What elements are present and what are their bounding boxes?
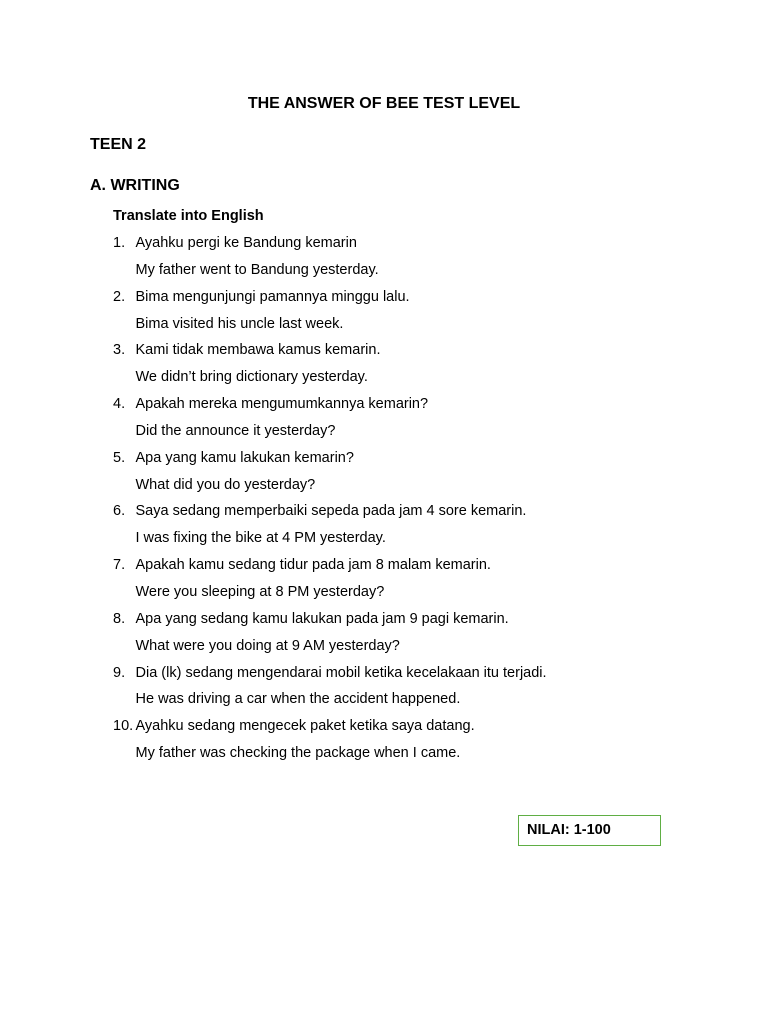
question-item bbox=[113, 288, 673, 342]
answer-text: Bima visited his uncle last week. bbox=[135, 315, 344, 332]
question-text: Apa yang sedang kamu lakukan pada jam 9 pagi kemarin. bbox=[135, 610, 509, 627]
question-item bbox=[113, 664, 673, 718]
question-number: 5. bbox=[113, 449, 126, 466]
question-text: Dia (lk) sedang mengendarai mobil ketika kecelakaan itu terjadi. bbox=[135, 664, 547, 681]
question-item bbox=[113, 395, 673, 449]
document-title: THE ANSWER OF BEE TEST LEVEL bbox=[247, 95, 521, 112]
question-list bbox=[113, 234, 673, 771]
question-text: Bima mengunjungi pamannya minggu lalu. bbox=[135, 288, 410, 305]
question-number: 4. bbox=[113, 396, 126, 413]
instruction-text: Translate into English bbox=[113, 208, 264, 224]
question-item bbox=[113, 610, 673, 664]
question-item bbox=[113, 556, 673, 610]
answer-text: My father was checking the package when I came. bbox=[135, 745, 461, 762]
answer-text: Were you sleeping at 8 PM yesterday? bbox=[135, 584, 385, 601]
question-item bbox=[113, 449, 673, 503]
section-heading: A. WRITING bbox=[90, 177, 180, 194]
answer-text: Did the announce it yesterday? bbox=[135, 422, 336, 439]
question-number: 10. bbox=[113, 718, 134, 735]
answer-text: He was driving a car when the accident happened. bbox=[135, 691, 461, 708]
answer-text: What did you do yesterday? bbox=[135, 476, 316, 493]
answer-text: We didn’t bring dictionary yesterday. bbox=[135, 369, 368, 386]
question-number: 2. bbox=[113, 288, 126, 305]
question-text: Kami tidak membawa kamus kemarin. bbox=[135, 342, 381, 359]
question-number: 8. bbox=[113, 610, 126, 627]
question-number: 6. bbox=[113, 503, 126, 520]
question-text: Apakah mereka mengumumkannya kemarin? bbox=[135, 396, 429, 413]
question-item bbox=[113, 234, 673, 288]
question-text: Ayahku pergi ke Bandung kemarin bbox=[135, 235, 357, 251]
question-number: 1. bbox=[113, 235, 126, 251]
question-text: Apakah kamu sedang tidur pada jam 8 malam kemarin. bbox=[135, 557, 491, 574]
level-heading: TEEN 2 bbox=[90, 136, 147, 153]
question-text: Apa yang kamu lakukan kemarin? bbox=[135, 449, 354, 466]
question-number: 3. bbox=[113, 342, 126, 359]
answer-text: I was fixing the bike at 4 PM yesterday. bbox=[135, 530, 386, 547]
score-box: NILAI: 1-100 bbox=[518, 815, 661, 846]
question-number: 7. bbox=[113, 557, 126, 574]
question-item bbox=[113, 502, 673, 556]
answer-text: My father went to Bandung yesterday. bbox=[135, 261, 379, 278]
answer-text: What were you doing at 9 AM yesterday? bbox=[135, 637, 400, 654]
question-text: Ayahku sedang mengecek paket ketika saya datang. bbox=[135, 718, 475, 735]
question-text: Saya sedang memperbaiki sepeda pada jam 4 sore kemarin. bbox=[135, 503, 527, 520]
question-number: 9. bbox=[113, 664, 126, 681]
question-item bbox=[113, 341, 673, 395]
question-item bbox=[113, 717, 673, 771]
